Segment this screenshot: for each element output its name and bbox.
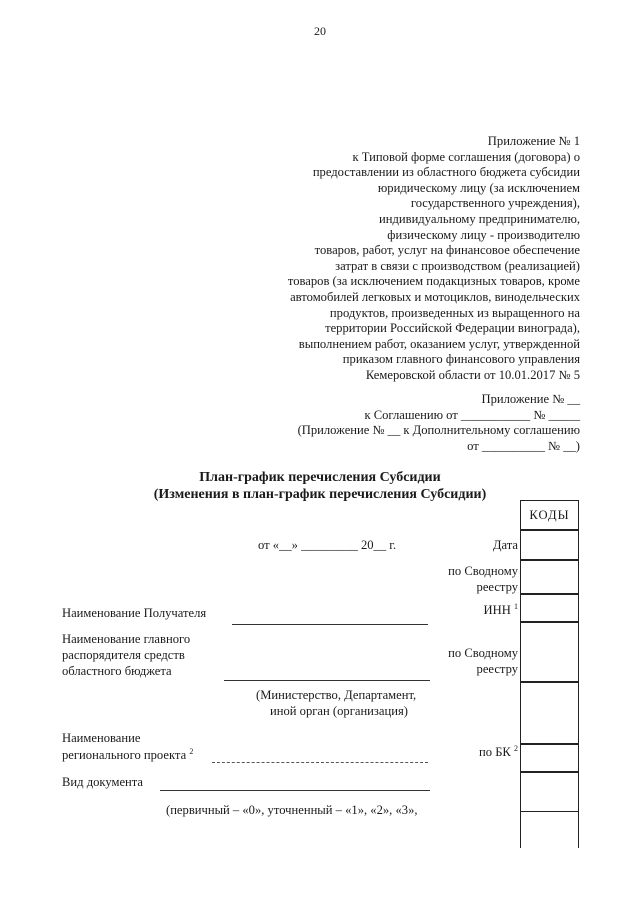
- agreement-line: (Приложение № __ к Дополнительному соглашению: [297, 423, 580, 438]
- grbs-label-1: Наименование главного: [62, 632, 191, 646]
- bk-label-text: по БК: [479, 745, 511, 760]
- document-subtitle: (Изменения в план-график перечисления Субсидии): [153, 487, 487, 502]
- codes-header: КОДЫ: [520, 500, 579, 530]
- agreement-line: от __________ № __): [467, 438, 580, 453]
- grbs-label-3: областного бюджета: [62, 664, 172, 678]
- inn-label-text: ИНН: [483, 603, 511, 618]
- appendix-line: выполнением работ, оказанием услуг, утвержденной: [298, 336, 580, 351]
- appendix-line: государственного учреждения),: [410, 196, 580, 211]
- project-label-2: [62, 747, 193, 763]
- bk-label: [479, 744, 518, 760]
- recipient-label: Наименование Получателя: [62, 606, 207, 620]
- agreement-reference: [298, 392, 580, 454]
- date-label: Дата: [492, 538, 518, 552]
- appendix-line: Кемеровской области от 10.01.2017 № 5: [365, 367, 580, 382]
- form-date[interactable]: от «__» _________ 20__ г.: [258, 538, 397, 552]
- svod-registry-code-cell-2[interactable]: [520, 622, 579, 682]
- ministry-hint-2: иной орган (организация): [270, 704, 408, 718]
- codes-column-right-border: [578, 812, 579, 848]
- appendix-line: затрат в связи с производством (реализацией): [335, 258, 580, 273]
- appendix-line: территории Российской Федерации винограда),: [325, 321, 580, 336]
- page-number: 20: [314, 24, 326, 38]
- appendix-line: товаров, работ, услуг на финансовое обеспечение: [314, 243, 580, 258]
- appendix-line: товаров (за исключением подакцизных товаров, кроме: [287, 274, 580, 289]
- appendix-line: автомобилей легковых и мотоциклов, винодельческих: [290, 289, 580, 304]
- appendix-line: предоставлении из областного бюджета субсидии: [312, 165, 580, 180]
- svod-registry-label-2a: по Сводному: [448, 646, 518, 660]
- agreement-line: к Соглашению от ___________ № _____: [364, 407, 580, 422]
- doc-type-field-line[interactable]: [160, 790, 430, 791]
- grbs-field-line[interactable]: [224, 680, 430, 681]
- doc-type-code-cell[interactable]: [520, 772, 579, 812]
- codes-column-left-border: [520, 812, 521, 848]
- appendix-block: [288, 134, 580, 384]
- project-footnote-mark: 2: [189, 747, 194, 756]
- date-code-cell[interactable]: [520, 530, 579, 560]
- doc-type-hint: (первичный – «0», уточненный – «1», «2», «3»,: [166, 803, 418, 817]
- agreement-line: Приложение № __: [481, 392, 580, 406]
- appendix-line: продуктов, произведенных из выращенного на: [329, 305, 580, 320]
- inn-code-cell[interactable]: [520, 594, 579, 622]
- doc-type-label: Вид документа: [62, 775, 144, 789]
- inn-footnote-mark: 1: [514, 602, 518, 611]
- svod-registry-code-cell-1[interactable]: [520, 560, 579, 594]
- appendix-line: индивидуальному предпринимателю,: [379, 211, 580, 226]
- project-label-1: Наименование: [62, 731, 141, 745]
- code-cell-empty[interactable]: [520, 682, 579, 744]
- svod-registry-label-2b: реестру: [476, 662, 518, 676]
- bk-code-cell[interactable]: [520, 744, 579, 772]
- recipient-field-line[interactable]: [232, 624, 428, 625]
- bk-footnote-mark: 2: [514, 744, 518, 753]
- svod-registry-label-1a: по Сводному: [448, 564, 518, 578]
- inn-label: [484, 602, 518, 618]
- project-field-line[interactable]: [212, 762, 428, 763]
- appendix-line: к Типовой форме соглашения (договора) о: [352, 149, 580, 164]
- appendix-line: Приложение № 1: [487, 134, 580, 148]
- document-title: План-график перечисления Субсидии: [199, 470, 441, 485]
- svod-registry-label-1b: реестру: [476, 580, 518, 594]
- project-label-text: регионального проекта: [62, 748, 187, 763]
- ministry-hint-1: (Министерство, Департамент,: [256, 688, 417, 702]
- appendix-line: физическому лицу - производителю: [387, 227, 580, 242]
- grbs-label-2: распорядителя средств: [62, 648, 185, 662]
- appendix-line: юридическому лицу (за исключением: [377, 180, 580, 195]
- appendix-line: приказом главного финансового управления: [342, 352, 580, 367]
